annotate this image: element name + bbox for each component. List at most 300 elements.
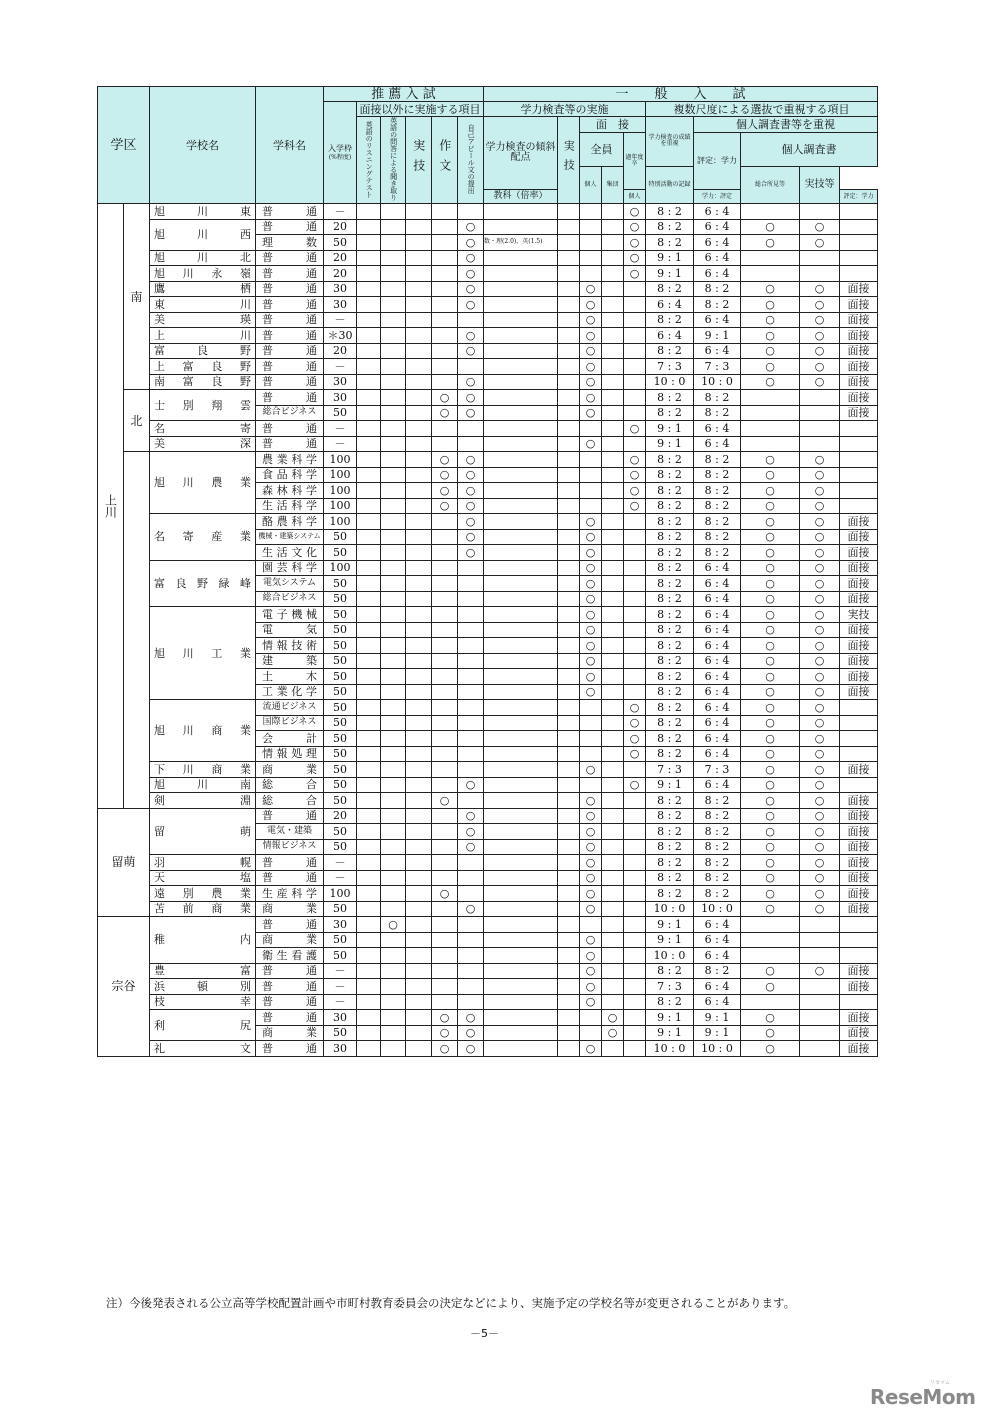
cell-kn: [624, 390, 646, 406]
cell-kyouka: [484, 498, 558, 514]
region-souya: 宗谷: [98, 917, 150, 1057]
cell-c3: [406, 1041, 432, 1057]
dept-name: 普通: [256, 328, 324, 344]
cell-kn: [624, 979, 646, 995]
cell-ji: [558, 250, 580, 266]
cell-c3: [406, 622, 432, 638]
cell-t2: ○: [800, 886, 840, 902]
cell-ko: [602, 746, 624, 762]
cell-kyouka: [484, 343, 558, 359]
cell-c5: ○: [458, 219, 484, 235]
table-row: [98, 700, 878, 716]
cell-waku: 30: [324, 390, 357, 406]
cell-kn: ○: [624, 498, 646, 514]
cell-kn: [624, 684, 646, 700]
dept-name: 生産科学: [256, 886, 324, 902]
cell-jt: [840, 436, 878, 452]
cell-t2: ○: [800, 638, 840, 654]
cell-kn: [624, 793, 646, 809]
cell-jt: [840, 715, 878, 731]
cell-c2: [381, 994, 406, 1010]
cell-c2: [381, 746, 406, 762]
cell-c4: [432, 855, 458, 871]
cell-waku: 50: [324, 622, 357, 638]
cell-r2: 6 : 4: [694, 266, 741, 282]
cell-ko: [602, 576, 624, 592]
school-name: 枝幸: [150, 994, 256, 1010]
cell-jt: 面接: [840, 1041, 878, 1057]
cell-c5: ○: [458, 297, 484, 313]
cell-kyouka: [484, 622, 558, 638]
cell-t1: ○: [741, 1010, 800, 1026]
cell-c5: [458, 870, 484, 886]
cell-r2: 8 : 2: [694, 870, 741, 886]
cell-t1: ○: [741, 808, 800, 824]
cell-c4: [432, 374, 458, 390]
cell-waku: 50: [324, 746, 357, 762]
dept-name: 普通: [256, 219, 324, 235]
cell-c2: [381, 762, 406, 778]
cell-t1: ○: [741, 901, 800, 917]
cell-waku: ＊30: [324, 328, 357, 344]
cell-r1: 7 : 3: [646, 762, 694, 778]
header-fukusuu: 複数尺度による選抜で重視する項目: [646, 102, 878, 117]
cell-r2: 6 : 4: [694, 917, 741, 933]
cell-ko: [602, 483, 624, 499]
cell-r2: 8 : 2: [694, 824, 741, 840]
cell-kn: ○: [624, 452, 646, 468]
cell-t2: ○: [800, 591, 840, 607]
cell-c3: [406, 700, 432, 716]
cell-zi: ○: [580, 824, 602, 840]
cell-kyouka: [484, 467, 558, 483]
cell-ko: [602, 948, 624, 964]
cell-c: [357, 576, 381, 592]
cell-t2: ○: [800, 669, 840, 685]
cell-r1: 8 : 2: [646, 452, 694, 468]
school-name: 浜頓別: [150, 979, 256, 995]
cell-kyouka: [484, 700, 558, 716]
dept-name: 普通: [256, 266, 324, 282]
cell-c2: [381, 297, 406, 313]
table-row: [98, 359, 878, 375]
cell-kyouka: [484, 839, 558, 855]
cell-c3: [406, 1025, 432, 1041]
cell-ji: [558, 514, 580, 530]
cell-kn: [624, 328, 646, 344]
cell-c: [357, 669, 381, 685]
cell-waku: 50: [324, 591, 357, 607]
cell-c3: [406, 421, 432, 437]
cell-waku: 50: [324, 405, 357, 421]
cell-kn: [624, 917, 646, 933]
cell-ji: [558, 1025, 580, 1041]
cell-zi: [580, 250, 602, 266]
cell-c: [357, 204, 381, 220]
cell-c: [357, 746, 381, 762]
cell-c5: ○: [458, 1025, 484, 1041]
cell-kyouka: [484, 653, 558, 669]
cell-zi: ○: [580, 405, 602, 421]
cell-ji: [558, 746, 580, 762]
cell-kyouka: [484, 405, 558, 421]
cell-jt: 面接: [840, 979, 878, 995]
cell-r2: 6 : 4: [694, 638, 741, 654]
cell-r1: 10 : 0: [646, 901, 694, 917]
cell-waku: －: [324, 855, 357, 871]
cell-c4: [432, 250, 458, 266]
cell-jt: 面接: [840, 762, 878, 778]
cell-c2: [381, 560, 406, 576]
cell-c: [357, 824, 381, 840]
cell-c: [357, 266, 381, 282]
dept-name: 普通: [256, 297, 324, 313]
header-mensetsu: 面 接: [580, 117, 646, 133]
cell-ji: [558, 762, 580, 778]
cell-zi: ○: [580, 390, 602, 406]
cell-c4: ○: [432, 1025, 458, 1041]
table-row: [98, 436, 878, 452]
header-zenin: 全員: [580, 133, 624, 167]
header-seiseki: 学力検査の成績を重視: [646, 117, 694, 167]
cell-r1: 9 : 1: [646, 436, 694, 452]
cell-waku: －: [324, 204, 357, 220]
cell-c2: [381, 312, 406, 328]
cell-c: [357, 963, 381, 979]
cell-zi: ○: [580, 281, 602, 297]
cell-ko: [602, 622, 624, 638]
cell-ko: [602, 219, 624, 235]
cell-jt: 面接: [840, 529, 878, 545]
header-suisen: 推 薦 入 試: [324, 87, 484, 102]
cell-c2: [381, 932, 406, 948]
cell-c: [357, 886, 381, 902]
cell-t1: ○: [741, 700, 800, 716]
cell-r2: 6 : 4: [694, 731, 741, 747]
table-row: [98, 901, 878, 917]
cell-ji: [558, 669, 580, 685]
cell-ko: [602, 808, 624, 824]
cell-r1: 8 : 2: [646, 731, 694, 747]
cell-c4: [432, 948, 458, 964]
cell-t2: [800, 266, 840, 282]
cell-kn: [624, 529, 646, 545]
cell-r2: 10 : 0: [694, 374, 741, 390]
cell-t2: ○: [800, 312, 840, 328]
dept-name: 普通: [256, 343, 324, 359]
cell-c2: [381, 235, 406, 251]
cell-t2: ○: [800, 560, 840, 576]
cell-ko: [602, 653, 624, 669]
cell-zi: [580, 219, 602, 235]
cell-ji: [558, 793, 580, 809]
header-eigo-mondou-label: 英語の問答による聞き取り: [389, 117, 398, 201]
cell-zi: ○: [580, 793, 602, 809]
cell-t2: ○: [800, 731, 840, 747]
school-name: 旭川商業: [150, 700, 256, 762]
cell-jt: [840, 483, 878, 499]
cell-c4: [432, 529, 458, 545]
cell-t1: ○: [741, 1025, 800, 1041]
cell-c3: [406, 808, 432, 824]
cell-r1: 8 : 2: [646, 808, 694, 824]
cell-c5: ○: [458, 824, 484, 840]
cell-ji: [558, 855, 580, 871]
cell-c2: [381, 529, 406, 545]
cell-t2: ○: [800, 870, 840, 886]
cell-jt: 面接: [840, 405, 878, 421]
cell-waku: 50: [324, 700, 357, 716]
cell-kyouka: [484, 917, 558, 933]
cell-t1: ○: [741, 545, 800, 561]
cell-r2: 8 : 2: [694, 467, 741, 483]
cell-waku: 30: [324, 917, 357, 933]
cell-r2: 8 : 2: [694, 529, 741, 545]
cell-r2: 8 : 2: [694, 452, 741, 468]
subregion-kita: 北: [124, 390, 150, 452]
cell-c3: [406, 204, 432, 220]
cell-r1: 8 : 2: [646, 219, 694, 235]
cell-r2: 6 : 4: [694, 684, 741, 700]
cell-t2: ○: [800, 219, 840, 235]
dept-name: 商業: [256, 932, 324, 948]
cell-ko: [602, 204, 624, 220]
cell-c5: [458, 855, 484, 871]
dept-name: 情報ビジネス: [256, 839, 324, 855]
table-row: [98, 204, 878, 220]
cell-c2: [381, 715, 406, 731]
cell-zi: [580, 1025, 602, 1041]
cell-c: [357, 607, 381, 623]
cell-zi: [580, 204, 602, 220]
cell-jt: 実技: [840, 607, 878, 623]
dept-name: 商業: [256, 1025, 324, 1041]
cell-c2: [381, 793, 406, 809]
cell-c4: [432, 715, 458, 731]
cell-jt: [840, 204, 878, 220]
cell-c5: ○: [458, 777, 484, 793]
cell-c5: [458, 886, 484, 902]
table-row: [98, 777, 878, 793]
cell-r2: 6 : 4: [694, 312, 741, 328]
cell-c4: [432, 824, 458, 840]
cell-c3: [406, 359, 432, 375]
cell-t2: [800, 948, 840, 964]
cell-c: [357, 390, 381, 406]
cell-c5: ○: [458, 281, 484, 297]
cell-r2: 6 : 4: [694, 746, 741, 762]
cell-waku: 50: [324, 235, 357, 251]
cell-ji: [558, 638, 580, 654]
cell-kyouka: [484, 855, 558, 871]
school-name: 美深: [150, 436, 256, 452]
cell-c: [357, 498, 381, 514]
subregion-blank: [124, 452, 150, 809]
cell-c5: ○: [458, 343, 484, 359]
cell-jt: 面接: [840, 1010, 878, 1026]
cell-zi: ○: [580, 638, 602, 654]
cell-ko: [602, 436, 624, 452]
dept-name: 森林科学: [256, 483, 324, 499]
cell-t2: ○: [800, 715, 840, 731]
cell-c2: [381, 343, 406, 359]
cell-t2: ○: [800, 777, 840, 793]
dept-name: 総合: [256, 793, 324, 809]
cell-r2: 6 : 4: [694, 994, 741, 1010]
cell-c: [357, 622, 381, 638]
cell-ko: [602, 1041, 624, 1057]
cell-jt: [840, 777, 878, 793]
cell-t1: ○: [741, 328, 800, 344]
cell-ko: [602, 638, 624, 654]
cell-ji: [558, 576, 580, 592]
cell-kn: ○: [624, 731, 646, 747]
cell-c3: [406, 545, 432, 561]
cell-c4: ○: [432, 452, 458, 468]
cell-waku: 100: [324, 467, 357, 483]
cell-r2: 6 : 4: [694, 607, 741, 623]
cell-c2: [381, 622, 406, 638]
cell-ji: [558, 731, 580, 747]
cell-ji: [558, 948, 580, 964]
table-row: [98, 266, 878, 282]
cell-waku: 50: [324, 731, 357, 747]
cell-c2: [381, 824, 406, 840]
cell-zi: ○: [580, 870, 602, 886]
cell-c2: [381, 669, 406, 685]
cell-c5: [458, 994, 484, 1010]
cell-zi: [580, 266, 602, 282]
cell-c5: ○: [458, 901, 484, 917]
cell-zi: ○: [580, 1041, 602, 1057]
cell-waku: 30: [324, 374, 357, 390]
cell-c3: [406, 374, 432, 390]
cell-c5: [458, 638, 484, 654]
cell-jt: [840, 219, 878, 235]
cell-zi: [580, 452, 602, 468]
school-name: 剣淵: [150, 793, 256, 809]
cell-jt: 面接: [840, 545, 878, 561]
cell-c5: ○: [458, 266, 484, 282]
cell-zi: ○: [580, 855, 602, 871]
cell-c3: [406, 1010, 432, 1026]
cell-t1: [741, 948, 800, 964]
cell-kyouka: [484, 576, 558, 592]
cell-r2: 6 : 4: [694, 591, 741, 607]
cell-t1: [741, 932, 800, 948]
dept-name: 普通: [256, 374, 324, 390]
cell-ji: [558, 297, 580, 313]
cell-kyouka: [484, 638, 558, 654]
cell-waku: 50: [324, 576, 357, 592]
cell-r1: 9 : 1: [646, 1010, 694, 1026]
header-gakuryoku-jisshi: 学力検査等の実施: [484, 102, 646, 117]
cell-c4: [432, 731, 458, 747]
cell-r1: 8 : 2: [646, 839, 694, 855]
dept-name: 電気: [256, 622, 324, 638]
cell-c: [357, 917, 381, 933]
cell-waku: 20: [324, 266, 357, 282]
cell-c3: [406, 483, 432, 499]
cell-waku: 50: [324, 762, 357, 778]
cell-kyouka: [484, 715, 558, 731]
cell-c4: [432, 700, 458, 716]
subregion-minami: 南: [124, 204, 150, 390]
cell-c5: [458, 204, 484, 220]
cell-r1: 8 : 2: [646, 204, 694, 220]
cell-waku: 50: [324, 793, 357, 809]
cell-waku: 50: [324, 715, 357, 731]
cell-c3: [406, 824, 432, 840]
cell-r2: 6 : 4: [694, 219, 741, 235]
dept-name: 生活科学: [256, 498, 324, 514]
cell-r1: 8 : 2: [646, 235, 694, 251]
cell-waku: 50: [324, 777, 357, 793]
table-row: [98, 1041, 878, 1057]
cell-t1: ○: [741, 963, 800, 979]
header-kanen: 過年度卒: [624, 133, 646, 190]
cell-r1: 10 : 0: [646, 948, 694, 964]
cell-kyouka: 数・理(2.0)、英(1.5): [484, 235, 558, 251]
cell-c: [357, 421, 381, 437]
cell-kn: ○: [624, 421, 646, 437]
cell-kyouka: [484, 374, 558, 390]
dept-name: 普通: [256, 870, 324, 886]
cell-c: [357, 545, 381, 561]
cell-kyouka: [484, 297, 558, 313]
table-row: [98, 297, 878, 313]
cell-r2: 8 : 2: [694, 963, 741, 979]
cell-c2: [381, 498, 406, 514]
cell-r1: 8 : 2: [646, 994, 694, 1010]
cell-jt: [840, 235, 878, 251]
cell-c4: [432, 746, 458, 762]
cell-r1: 8 : 2: [646, 312, 694, 328]
cell-jt: 面接: [840, 684, 878, 700]
cell-kn: ○: [624, 266, 646, 282]
cell-ji: [558, 266, 580, 282]
cell-c4: [432, 545, 458, 561]
cell-zi: ○: [580, 808, 602, 824]
cell-c5: [458, 312, 484, 328]
cell-c4: [432, 917, 458, 933]
cell-c3: [406, 250, 432, 266]
cell-c: [357, 700, 381, 716]
cell-kn: ○: [624, 467, 646, 483]
cell-c4: ○: [432, 498, 458, 514]
header-jitsugi: [406, 117, 432, 204]
cell-r1: 8 : 2: [646, 343, 694, 359]
cell-t2: ○: [800, 622, 840, 638]
cell-c5: [458, 591, 484, 607]
cell-waku: 50: [324, 684, 357, 700]
cell-c2: [381, 591, 406, 607]
cell-c: [357, 281, 381, 297]
cell-c4: [432, 514, 458, 530]
dept-name: 総合ビジネス: [256, 591, 324, 607]
cell-c5: ○: [458, 1041, 484, 1057]
cell-ji: [558, 901, 580, 917]
cell-t2: ○: [800, 855, 840, 871]
table-row: [98, 374, 878, 390]
cell-c3: [406, 343, 432, 359]
cell-c3: [406, 731, 432, 747]
cell-ji: [558, 777, 580, 793]
cell-zi: ○: [580, 312, 602, 328]
cell-jt: 面接: [840, 653, 878, 669]
dept-name: 普通: [256, 359, 324, 375]
cell-kn: [624, 560, 646, 576]
